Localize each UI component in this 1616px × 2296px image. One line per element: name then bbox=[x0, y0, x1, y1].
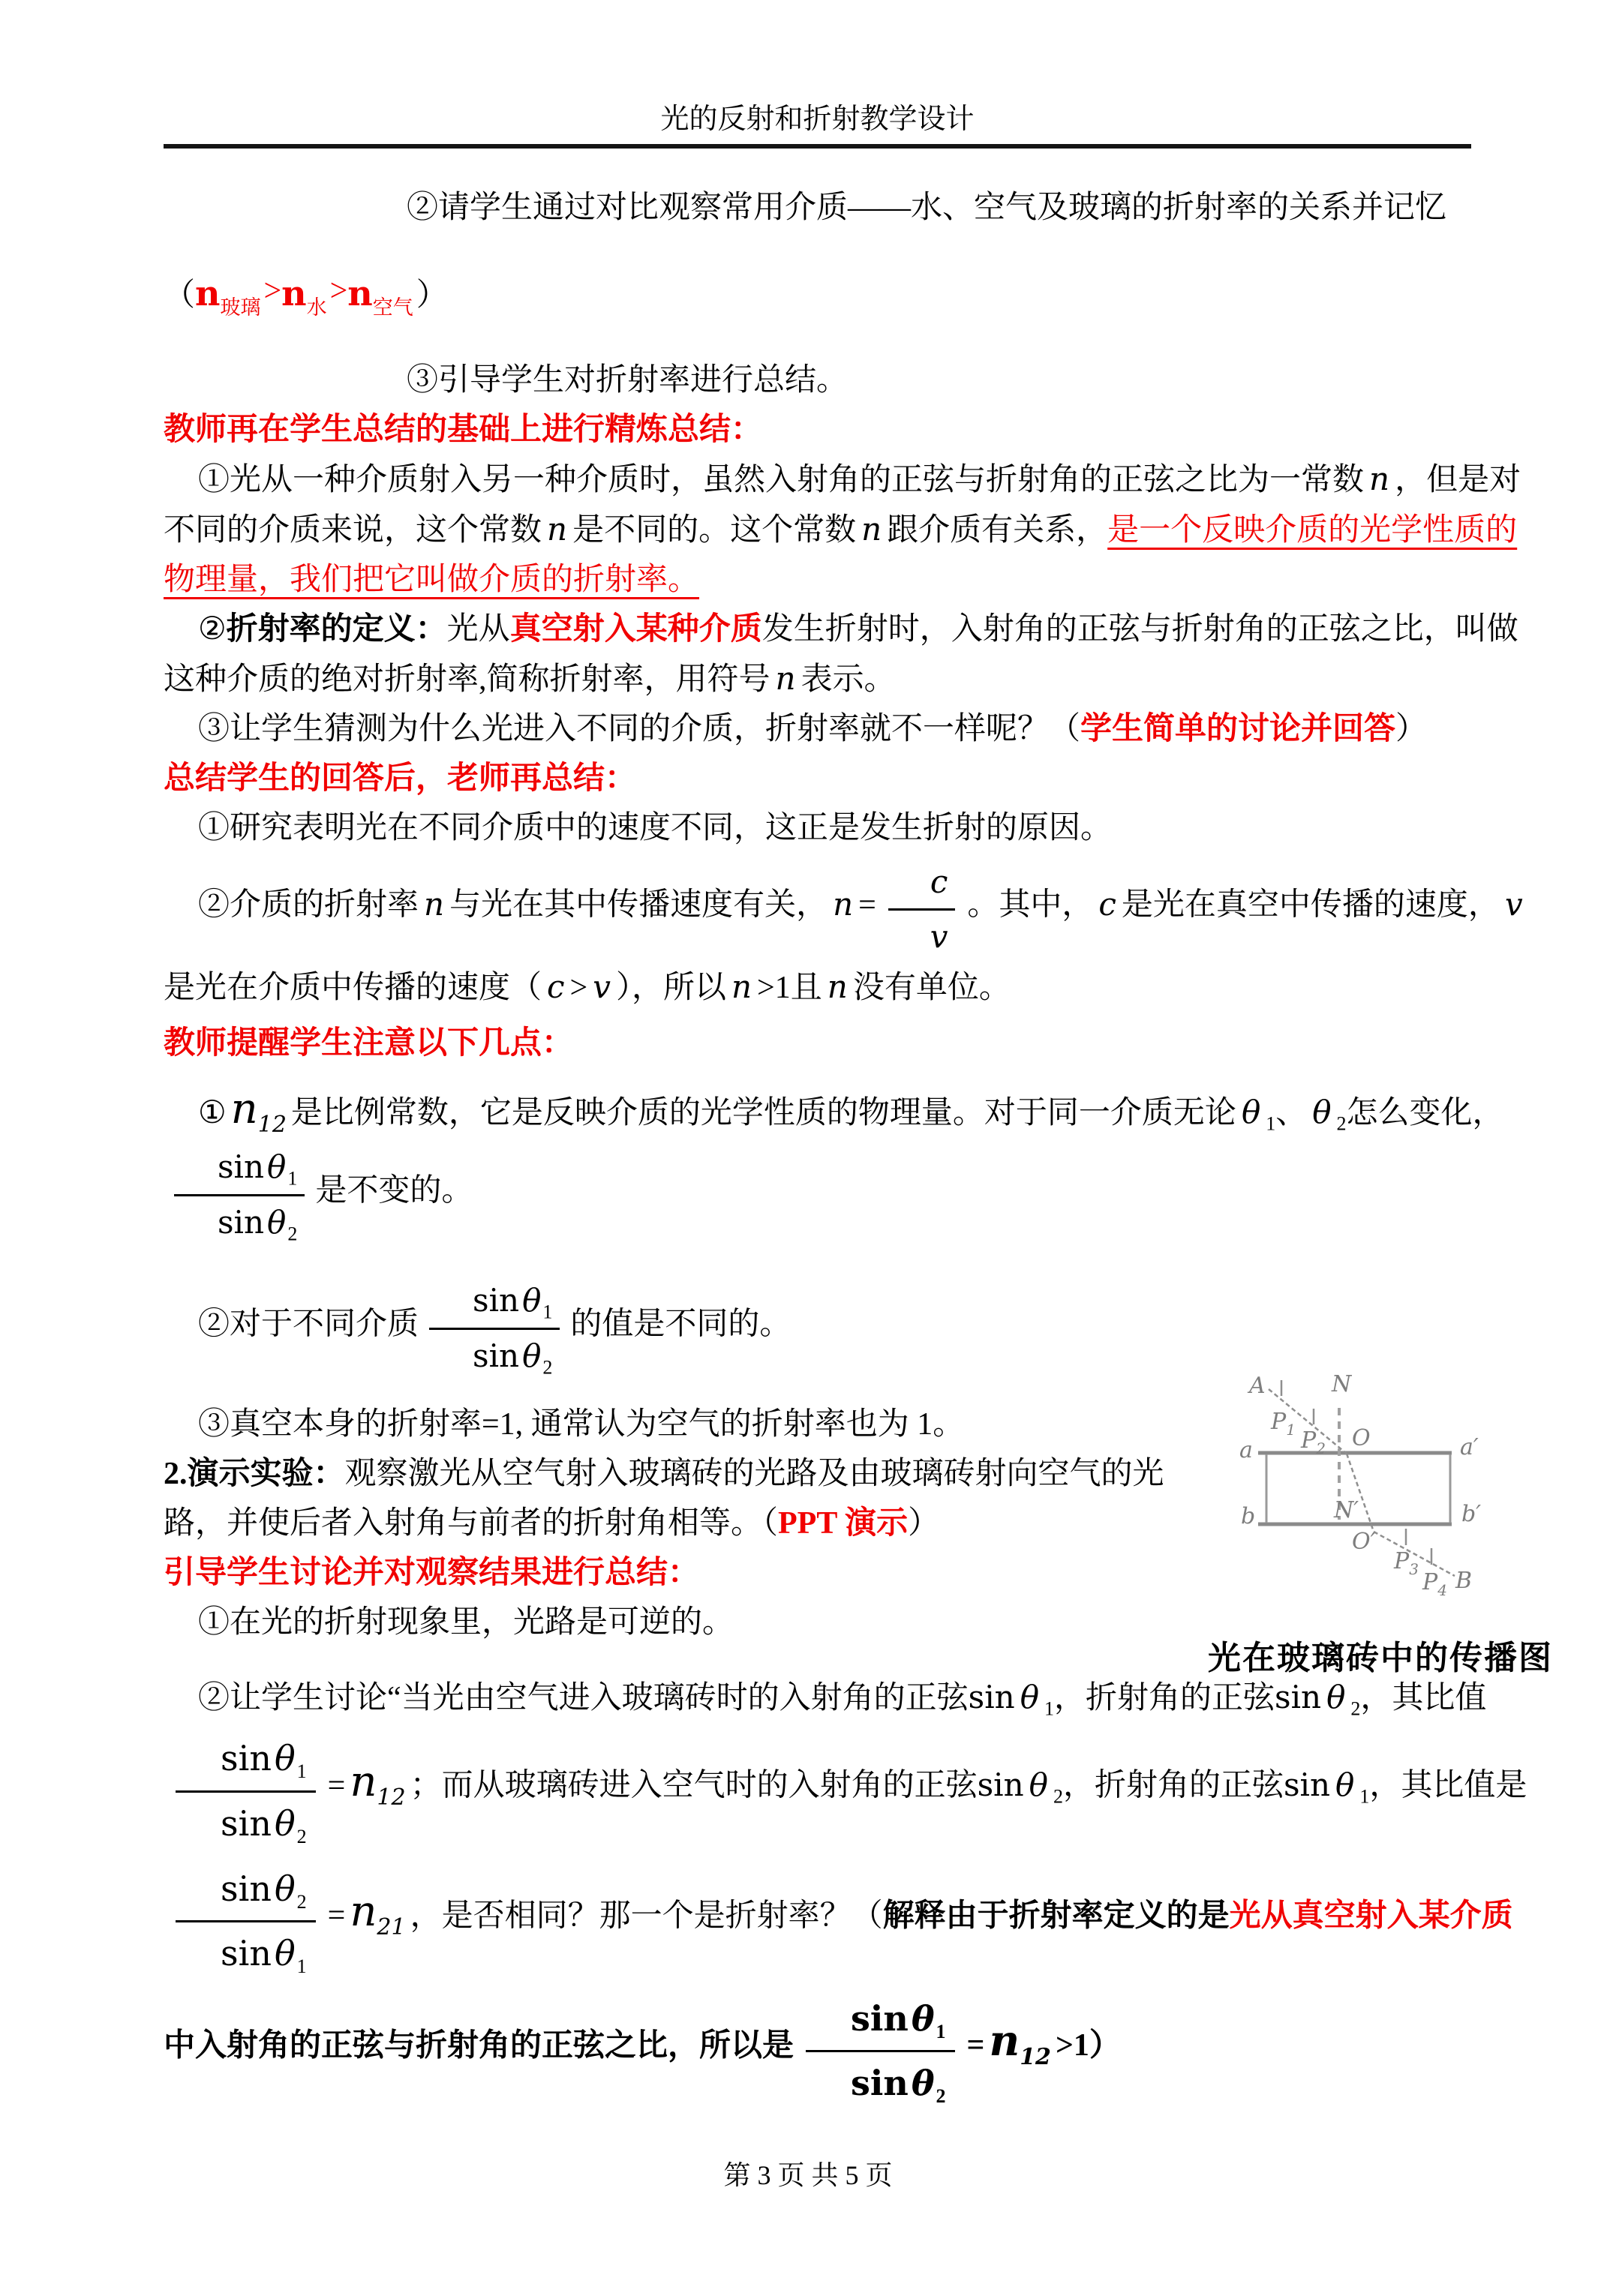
var-sin-theta1: sin θ $_1$ bbox=[1283, 1766, 1370, 1808]
fraction-c-over-v: $\frac{c}{v}$ bbox=[887, 859, 957, 956]
formula-n12: $\frac{\sin\theta_1}{\sin\theta_2}$ = $n_{12}$ bbox=[164, 1769, 410, 1803]
red-underlined-run: 是一个反映介质的光学性质的物理量，我们把它叫做介质的折射率。 bbox=[164, 513, 1518, 597]
page-header bbox=[164, 0, 1471, 149]
heading-after-answers: 总结学生的回答后，老师再总结： bbox=[164, 761, 637, 796]
var-sin-theta2: sin θ $_2$ bbox=[1275, 1679, 1361, 1720]
formula-n-cv: n = $\frac{c}{v}$ bbox=[828, 888, 967, 923]
page-footer: 第 3 页 共 5 页 bbox=[723, 2160, 893, 2190]
fraction-sin1-over-sin2: $\frac{\sin\theta_1}{\sin\theta_2}$ bbox=[806, 1992, 955, 2104]
red-emphasis-run: 学生简单的讨论并回答 bbox=[1080, 712, 1396, 746]
para-discussion-ratios: ②让学生讨论“当光由空气进入玻璃砖时的入射角的正弦sin θ $_1$，折射角的正弦sin θ $_2$，其比值 $\frac{\sin\theta_1}{\sin\theta_2}$ = $n_{12}$ ；而从玻璃砖进入空气时的入射角的正弦sin θ $_2$，折射角的正弦sin θ $_1$，其比值是 $\frac{\sin\theta_2}{\sin\theta_1}$ = $n_{21}$ ，是否相同？那一个是折射率？（解释由于折射率定义的是光从真空射入某介质中入射角的正弦与折射角的正弦之比，所以是 $\frac{\sin\theta_1}{\sin\theta_2}$ = $n_{12} >1$） bbox=[164, 1679, 1527, 2108]
var-v: v bbox=[1504, 885, 1523, 923]
relation-formula: $n_{玻璃}>n_水>n_{空气}$ bbox=[195, 273, 413, 319]
heading-teacher-summary: 教师再在学生总结的基础上进行精炼总结： bbox=[164, 413, 763, 447]
document-title: 光的反射和折射教学设计 bbox=[660, 104, 975, 135]
var-n12: $n_{12}$ bbox=[989, 2016, 1051, 2071]
formula-n21: $\frac{\sin\theta_2}{\sin\theta_1}$ = $n_{21}$ bbox=[164, 1898, 410, 1933]
formula-n-gt-1: n >1 bbox=[731, 968, 791, 1005]
definition-term: 折射率的定义： bbox=[226, 612, 447, 647]
var-theta1: θ $_1$ bbox=[1241, 1093, 1276, 1135]
para-observe-media bbox=[164, 183, 1536, 233]
figure-label-b-prime: b′ bbox=[1461, 1501, 1482, 1527]
figure-label-a-prime: a′ bbox=[1460, 1434, 1479, 1460]
demo-label: 2.演示实验： bbox=[164, 1457, 345, 1492]
glass-brick-figure bbox=[1208, 1346, 1587, 1679]
var-n: n bbox=[424, 885, 445, 923]
figure-label-B: B bbox=[1455, 1568, 1473, 1594]
para-constant-n: ①光从一种介质射入另一种介质时，虽然入射角的正弦与折射角的正弦之比为一常数 n ，但是对不同的介质来说，这个常数 n 是不同的。这个常数 n 跟介质有关系，是一个反映介质的光学性质的物理量，我们把它叫做介质的折射率。 bbox=[164, 461, 1521, 597]
var-n12: $n_{12}$ bbox=[350, 1757, 406, 1811]
text-beside-figure bbox=[164, 1449, 1191, 1647]
para-demo-experiment: 2.演示实验：观察激光从空气射入玻璃砖的光路及由玻璃砖射向空气的光路，并使后者入射角与前者的折射角相等。（PPT 演示） bbox=[164, 1457, 1164, 1541]
figure-label-a: a bbox=[1239, 1437, 1253, 1463]
para-guide-summary bbox=[164, 356, 1536, 405]
red-emphasis-run: 真空射入某种介质 bbox=[509, 612, 762, 647]
fraction-sin1-over-sin2: $\frac{\sin\theta_1}{\sin\theta_2}$ bbox=[176, 1732, 316, 1844]
figure-label-P2: $P_2$ bbox=[1301, 1427, 1326, 1457]
paren-close: ） bbox=[416, 278, 448, 313]
heading-guide-discussion: 引导学生讨论并对观察结果进行总结： bbox=[164, 1556, 700, 1591]
figure-label-O-prime: O′ bbox=[1352, 1529, 1376, 1555]
bold-explanation-run: 解释由于折射率定义的是 bbox=[882, 1898, 1230, 1934]
para-vacuum-index: ③真空本身的折射率=1, 通常认为空气的折射率也为 1。 bbox=[198, 1407, 965, 1442]
var-sin-theta1: sin θ $_1$ bbox=[968, 1679, 1054, 1720]
para-different-media: ②对于不同介质 $\frac{\sin\theta_1}{\sin\theta_2}$ 的值是不同的。 bbox=[164, 1271, 1536, 1382]
header-rule bbox=[164, 144, 1471, 149]
var-c: c bbox=[1098, 885, 1116, 923]
fraction-sin1-over-sin2: $\frac{\sin\theta_1}{\sin\theta_2}$ bbox=[429, 1277, 560, 1376]
var-n: n bbox=[1369, 461, 1390, 497]
para-speed-difference: ①研究表明光在不同介质中的速度不同，这正是发生折射的原因。 bbox=[198, 811, 1113, 845]
page-body bbox=[0, 183, 1616, 2113]
var-sin-theta2: sin θ $_2$ bbox=[977, 1766, 1063, 1808]
figure-caption: 光在玻璃砖中的传播图 bbox=[1208, 1640, 1553, 1676]
para-n-equals-cv: ②介质的折射率 n 与光在其中传播速度有关， n = $\frac{c}{v}$ 。其中， c 是光在真空中传播的速度， v是光在介质中传播的速度（ c > v ），所以 n >1且 n 没有单位。 bbox=[164, 853, 1536, 1013]
figure-label-P1: $P_1$ bbox=[1271, 1409, 1296, 1439]
heading-teacher-reminder: 教师提醒学生注意以下几点： bbox=[164, 1025, 574, 1061]
var-n21: $n_{21}$ bbox=[350, 1887, 406, 1941]
figure-label-P4: $P_4$ bbox=[1422, 1569, 1447, 1599]
formula-n12-gt-1: $\frac{\sin\theta_1}{\sin\theta_2}$ = $n_{12} >1$ bbox=[794, 2028, 1089, 2063]
fraction-sin1-over-sin2: $\frac{\sin\theta_1}{\sin\theta_2}$ bbox=[174, 1144, 305, 1243]
red-emphasis-run: PPT 演示 bbox=[778, 1506, 909, 1541]
figure-label-A: A bbox=[1249, 1373, 1266, 1399]
text-run: ③引导学生对折射率进行总结。 bbox=[407, 363, 849, 398]
var-theta2: θ $_2$ bbox=[1312, 1093, 1347, 1135]
para-definition: ②折射率的定义：光从真空射入某种介质发生折射时，入射角的正弦与折射角的正弦之比，叫做这种介质的绝对折射率,简称折射率，用符号 n 表示。 bbox=[164, 612, 1518, 697]
figure-label-N: N bbox=[1332, 1371, 1352, 1397]
light-path-diagram bbox=[1208, 1346, 1587, 1624]
figure-label-P3: $P_3$ bbox=[1394, 1548, 1419, 1578]
paren-open: （ bbox=[164, 278, 196, 313]
red-emphasis-run: 光从真空射入某介质 bbox=[1229, 1898, 1513, 1934]
para-refractive-relation bbox=[164, 260, 1536, 339]
var-n: n bbox=[861, 511, 882, 548]
para-guess: ③让学生猜测为什么光进入不同的介质，折射率就不一样呢？（学生简单的讨论并回答） bbox=[198, 712, 1428, 746]
var-n12: $n_{12}$ bbox=[230, 1084, 287, 1138]
var-n: n bbox=[547, 511, 568, 548]
figure-label-N-prime: N′ bbox=[1334, 1497, 1359, 1523]
text-run: ②请学生通过对比观察常用介质——水、空气及玻璃的折射率的关系并记忆 bbox=[407, 191, 1447, 225]
figure-label-b: b bbox=[1241, 1503, 1256, 1529]
bold-explanation-run: 中入射角的正弦与折射角的正弦之比，所以是 bbox=[164, 2028, 794, 2063]
figure-label-O: O bbox=[1352, 1425, 1371, 1451]
para-n12-constant: ① $n_{12}$ 是比例常数，它是反映介质的光学性质的物理量。对于同一介质无论 θ $_1$、 θ $_2$怎么变化， $\frac{\sin\theta_1}{\sin\theta_2}$ 是不变的。 bbox=[164, 1085, 1536, 1249]
var-n: n bbox=[827, 968, 848, 1005]
formula-c-gt-v: c > v bbox=[547, 968, 611, 1005]
var-n: n bbox=[775, 660, 796, 697]
para-reversible-path: ①在光的折射现象里，光路是可逆的。 bbox=[198, 1605, 734, 1640]
fraction-sin2-over-sin1: $\frac{\sin\theta_2}{\sin\theta_1}$ bbox=[176, 1862, 316, 1974]
